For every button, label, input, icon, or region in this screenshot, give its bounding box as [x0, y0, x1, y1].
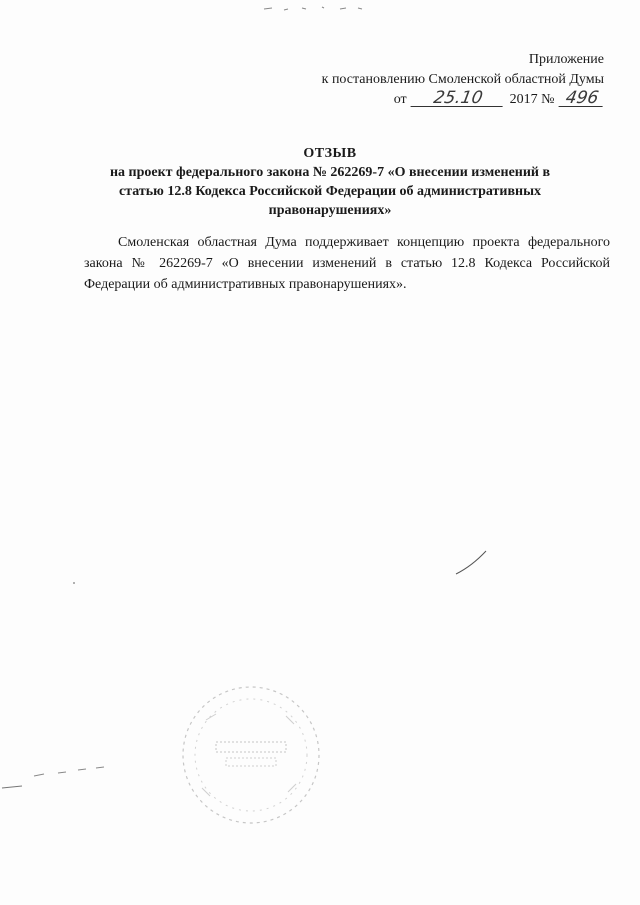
year-text: 2017	[509, 92, 538, 107]
pen-stroke-mark	[452, 548, 492, 583]
title-line-2: статью 12.8 Кодекса Российской Федерации об административных	[118, 184, 542, 199]
stamp-seal-icon	[176, 680, 326, 830]
title-heading: ОТЗЫВ	[303, 146, 357, 161]
scan-mark-top	[262, 2, 372, 20]
number-label: №	[541, 92, 555, 107]
appendix-title: Приложение	[528, 52, 604, 67]
handwritten-number: 496	[559, 90, 606, 107]
appendix-date-line	[322, 90, 604, 110]
appendix-block	[322, 50, 604, 110]
document-title	[60, 144, 600, 220]
title-line-3: правонарушениях»	[268, 203, 392, 218]
scan-dot	[72, 572, 76, 590]
from-label: от	[393, 92, 407, 107]
appendix-reference: к постановлению Смоленской областной Думы	[321, 72, 604, 87]
title-line-1: на проект федерального закона № 262269-7 «О внесении изменений в	[109, 165, 551, 180]
scan-mark-left	[0, 758, 110, 803]
body-paragraph: Смоленская областная Дума поддерживает концепцию проекта федерального закона № 262269-7 «О внесении изменений в статью 12.8 Кодекса Российской Федерации об административных правонарушениях».	[84, 235, 610, 292]
handwritten-date: 25.10	[411, 90, 506, 107]
